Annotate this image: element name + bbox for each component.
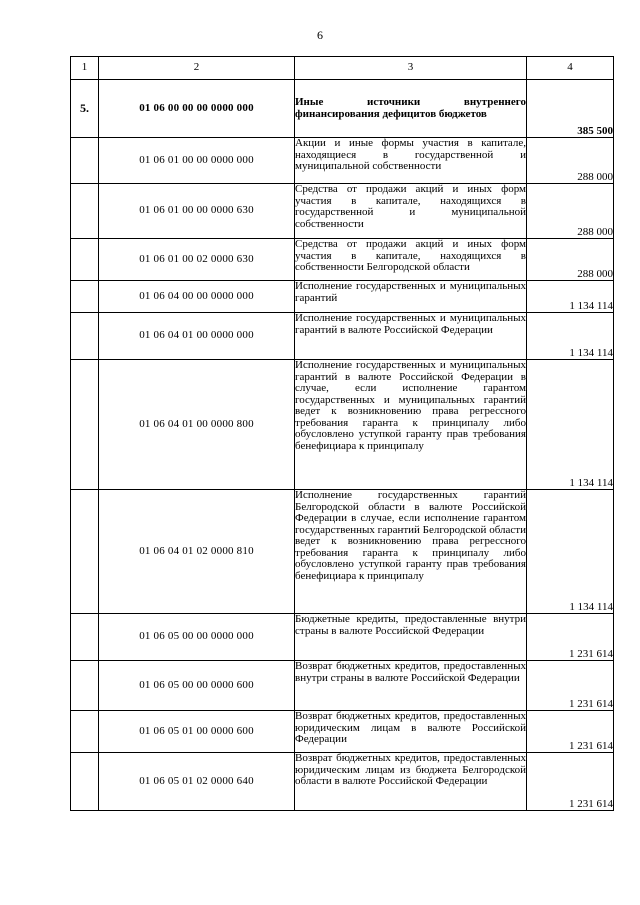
table-row bbox=[71, 313, 614, 360]
budget-code: 01 06 04 00 00 0000 000 bbox=[99, 281, 295, 313]
column-header-1: 1 bbox=[71, 57, 99, 80]
source-name: Средства от продажи акций и иных форм участия в капитале, находящихся в государственной и муниципальной собственности bbox=[295, 184, 527, 239]
budget-code: 01 06 04 01 02 0000 810 bbox=[99, 490, 295, 614]
table-row bbox=[71, 711, 614, 753]
amount: 1 134 114 bbox=[527, 281, 614, 313]
row-number bbox=[71, 184, 99, 239]
budget-code: 01 06 01 00 00 0000 000 bbox=[99, 138, 295, 184]
source-name: Бюджетные кредиты, предоставленные внутри страны в валюте Российской Федерации bbox=[295, 614, 527, 661]
amount: 1 231 614 bbox=[527, 711, 614, 753]
budget-code: 01 06 05 01 00 0000 600 bbox=[99, 711, 295, 753]
amount: 1 134 114 bbox=[527, 313, 614, 360]
budget-table bbox=[70, 56, 614, 811]
table-row bbox=[71, 281, 614, 313]
table-row bbox=[71, 661, 614, 711]
source-name: Возврат бюджетных кредитов, предоставленных юридическим лицам из бюджета Белгородской области в валюте Российской Федерации bbox=[295, 753, 527, 811]
budget-code: 01 06 04 01 00 0000 800 bbox=[99, 360, 295, 490]
row-number bbox=[71, 360, 99, 490]
table-row bbox=[71, 753, 614, 811]
source-name: Исполнение государственных и муниципальных гарантий bbox=[295, 281, 527, 313]
amount: 288 000 bbox=[527, 184, 614, 239]
row-number bbox=[71, 239, 99, 281]
source-name: Акции и иные формы участия в капитале, находящиеся в государственной и муниципальной собственности bbox=[295, 138, 527, 184]
row-number bbox=[71, 490, 99, 614]
amount: 1 231 614 bbox=[527, 661, 614, 711]
amount: 385 500 bbox=[527, 80, 614, 138]
source-name: Возврат бюджетных кредитов, предоставленных юридическим лицам в валюте Российской Федерации bbox=[295, 711, 527, 753]
amount: 1 231 614 bbox=[527, 753, 614, 811]
amount: 288 000 bbox=[527, 138, 614, 184]
budget-code: 01 06 05 01 02 0000 640 bbox=[99, 753, 295, 811]
source-name: Исполнение государственных гарантий Белгородской области в валюте Российской Федерации в случае, если исполнение гарантом государственных гарантий Белгородской области ведет к возникновению права регрессного требования гаранта к принципалу либо обусловлено уступкой гаранту прав требования бенефициара к принципалу bbox=[295, 490, 527, 614]
row-number: 5. bbox=[71, 80, 99, 138]
row-number bbox=[71, 661, 99, 711]
table-row bbox=[71, 138, 614, 184]
column-header-3: 3 bbox=[295, 57, 527, 80]
budget-code: 01 06 00 00 00 0000 000 bbox=[99, 80, 295, 138]
table-header-row bbox=[71, 57, 614, 80]
table-row bbox=[71, 360, 614, 490]
source-name: Исполнение государственных и муниципальных гарантий в валюте Российской Федерации в случае, если исполнение гарантом государственных и муниципальных гарантий ведет к возникновению права регрессного требования гаранта к принципалу либо обусловлено уступкой гаранту прав требования бенефициара к принципалу bbox=[295, 360, 527, 490]
budget-code: 01 06 05 00 00 0000 000 bbox=[99, 614, 295, 661]
table-row bbox=[71, 80, 614, 138]
amount: 288 000 bbox=[527, 239, 614, 281]
table-row bbox=[71, 184, 614, 239]
column-header-2: 2 bbox=[99, 57, 295, 80]
table-row bbox=[71, 490, 614, 614]
budget-code: 01 06 01 00 02 0000 630 bbox=[99, 239, 295, 281]
table-row bbox=[71, 239, 614, 281]
row-number bbox=[71, 614, 99, 661]
amount: 1 134 114 bbox=[527, 490, 614, 614]
column-header-4: 4 bbox=[527, 57, 614, 80]
source-name: Исполнение государственных и муниципальных гарантий в валюте Российской Федерации bbox=[295, 313, 527, 360]
budget-code: 01 06 04 01 00 0000 000 bbox=[99, 313, 295, 360]
amount: 1 134 114 bbox=[527, 360, 614, 490]
row-number bbox=[71, 313, 99, 360]
page-number: 6 bbox=[317, 28, 323, 42]
row-number bbox=[71, 711, 99, 753]
amount: 1 231 614 bbox=[527, 614, 614, 661]
table-row bbox=[71, 614, 614, 661]
source-name: Возврат бюджетных кредитов, предоставленных внутри страны в валюте Российской Федерации bbox=[295, 661, 527, 711]
row-number bbox=[71, 138, 99, 184]
row-number bbox=[71, 281, 99, 313]
budget-code: 01 06 01 00 00 0000 630 bbox=[99, 184, 295, 239]
source-name: Средства от продажи акций и иных форм участия в капитале, находящихся в собственности Белгородской области bbox=[295, 239, 527, 281]
row-number bbox=[71, 753, 99, 811]
source-name: Иные источники внутреннего финансирования дефицитов бюджетов bbox=[295, 80, 527, 138]
budget-code: 01 06 05 00 00 0000 600 bbox=[99, 661, 295, 711]
